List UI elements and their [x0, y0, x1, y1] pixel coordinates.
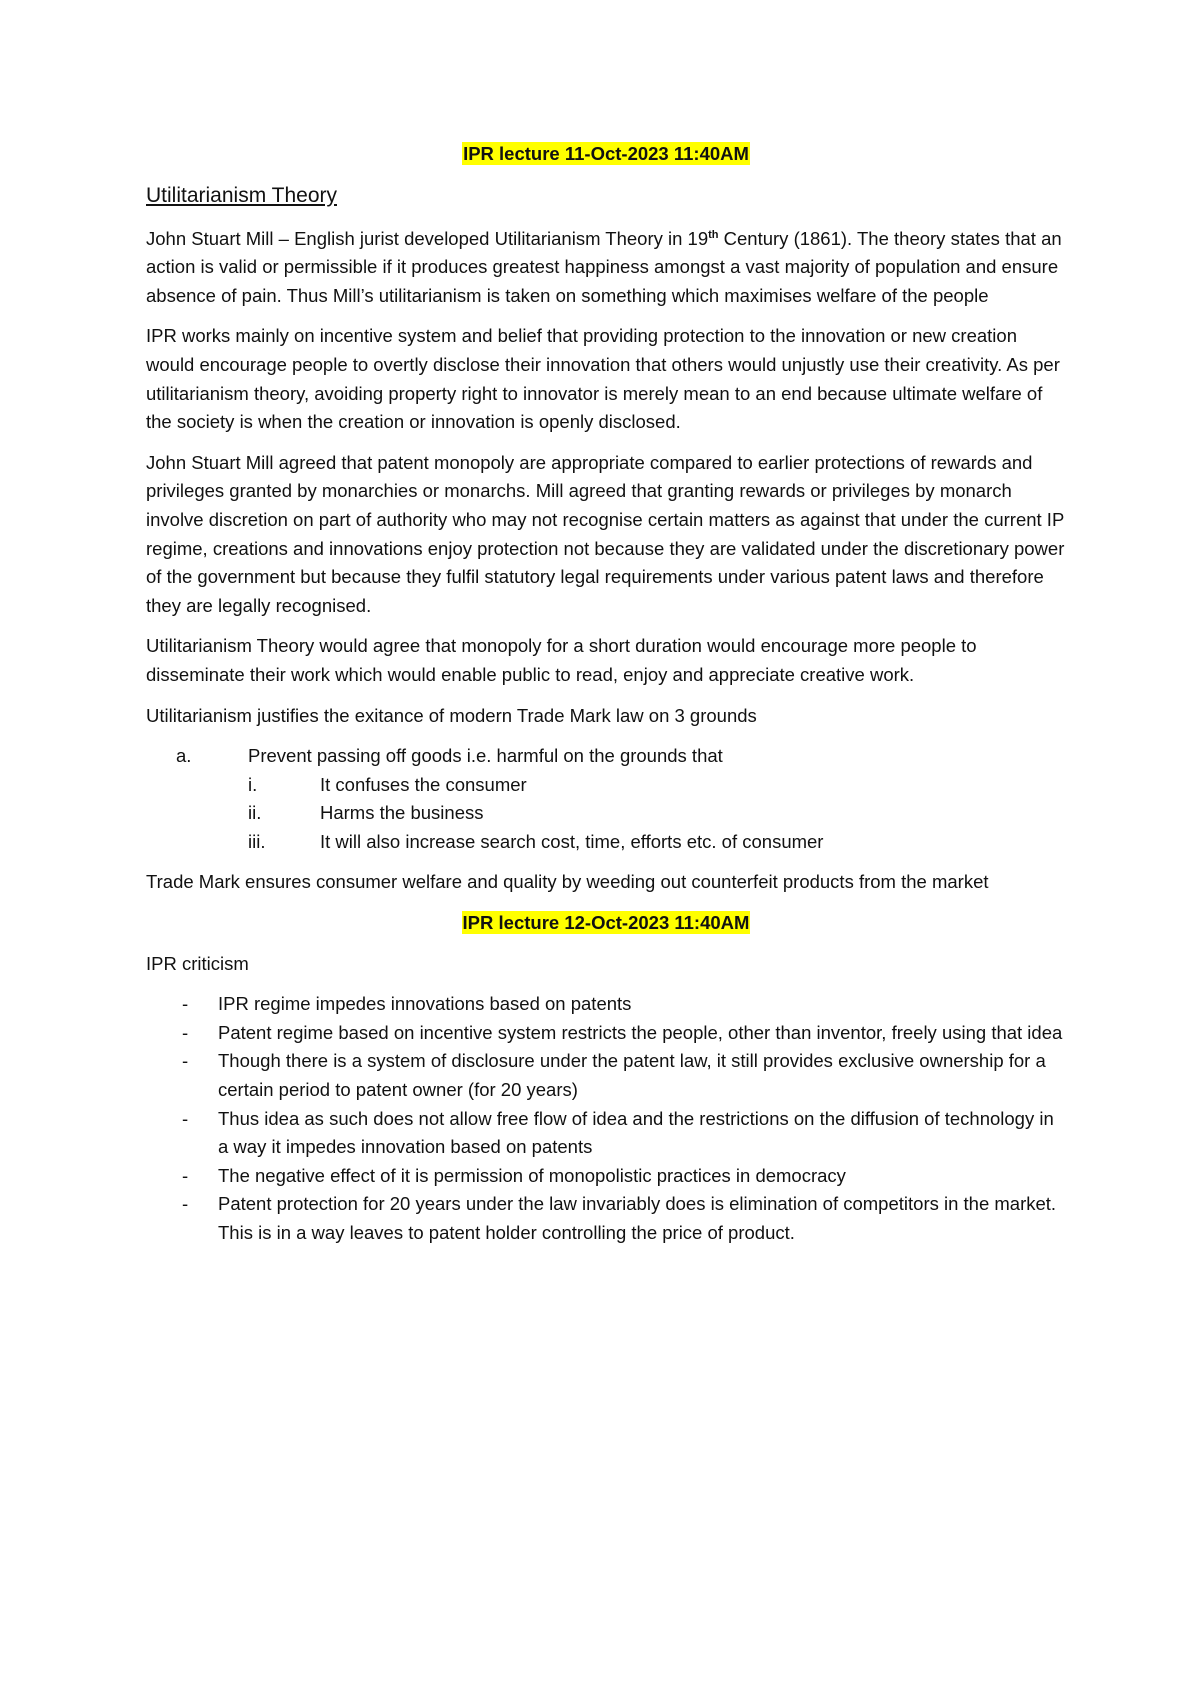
list-item-text: Prevent passing off goods i.e. harmful on the grounds that [248, 745, 723, 767]
dash-marker: - [182, 1193, 189, 1215]
dash-marker: - [182, 1107, 189, 1129]
sub-list-item [146, 828, 1066, 857]
lecture-heading-1 [146, 140, 1066, 169]
dash-marker: - [182, 1021, 189, 1043]
superscript-th: th [708, 228, 719, 241]
list-item [146, 1019, 1066, 1048]
sub-list-item-text: Harms the business [320, 802, 484, 824]
list-item [146, 1047, 1066, 1104]
sub-list-item-text: It will also increase search cost, time, efforts etc. of consumer [320, 830, 824, 852]
list-item-text: Patent regime based on incentive system restricts the people, other than inventor, freely using that idea [218, 1021, 1063, 1043]
section-title: Utilitarianism Theory [146, 183, 337, 207]
list-item-text: Patent protection for 20 years under the law invariably does is elimination of competitors in the market. This is in a way leaves to patent holder controlling the price of product. [218, 1193, 1057, 1243]
lecture-heading-2-text: IPR lecture 12-Oct-2023 11:40AM [462, 912, 750, 934]
paragraph-short-monopoly: Utilitarianism Theory would agree that monopoly for a short duration would encourage more people to disseminate their work which would enable public to read, enjoy and appreciate creative work. [146, 635, 977, 685]
list-item-text: IPR regime impedes innovations based on patents [218, 993, 632, 1015]
list-item [146, 1190, 1066, 1247]
grounds-list [146, 742, 1066, 856]
paragraph-mill-intro-part2: Century (1861). The theory states that an action is valid or permissible if it produces greatest happiness amongst a vast majority of population and ensure absence of pain. Thus Mill’s utilitarianism is taken on something which maximises welfare of the people [146, 227, 1062, 306]
lecture-heading-2 [146, 909, 1066, 938]
paragraph-mill-intro-part1: John Stuart Mill – English jurist developed Utilitarianism Theory in 19 [146, 227, 709, 249]
list-item-text: Thus idea as such does not allow free flow of idea and the restrictions on the diffusion of technology in a way it impedes innovation based on patents [218, 1107, 1054, 1158]
lecture-heading-1-text: IPR lecture 11-Oct-2023 11:40AM [463, 143, 749, 164]
sub-list-marker: iii. [248, 830, 266, 852]
list-item [146, 1162, 1066, 1191]
sub-list-item [146, 799, 1066, 828]
dash-marker: - [182, 993, 189, 1015]
sub-list [146, 771, 1066, 857]
sub-list-item [146, 771, 1066, 800]
list-item [146, 1105, 1066, 1162]
sub-list-marker: i. [248, 773, 258, 795]
paragraph-mill-intro [146, 225, 1066, 311]
sub-list-item-text: It confuses the consumer [320, 773, 527, 795]
document-page [146, 140, 1066, 1248]
paragraph-incentive-system: IPR works mainly on incentive system and belief that providing protection to the innovation or new creation would encourage people to overtly disclose their innovation that others would unjustly use their creativity. As per utilitarianism theory, avoiding property right to innovator is merely mean to an end because ultimate welfare of the society is when the creation or innovation is openly disclosed. [146, 325, 1060, 433]
list-item [146, 742, 1066, 856]
list-item-text: Though there is a system of disclosure under the patent law, it still provides exclusive ownership for a certain period to patent owner (for 20 years) [218, 1050, 1046, 1101]
ipr-criticism-subtitle: IPR criticism [146, 952, 249, 974]
list-item [146, 990, 1066, 1019]
paragraph-patent-monopoly: John Stuart Mill agreed that patent monopoly are appropriate compared to earlier protections of rewards and privileges granted by monarchies or monarchs. Mill agreed that granting rewards or privileges by monarch involve discretion on part of authority who may not recognise certain matters as against that under the current IP regime, creations and innovations enjoy protection not because they are validated under the discretionary power of the government but because they fulfil statutory legal requirements under various patent laws and therefore they are legally recognised. [146, 451, 1065, 616]
list-item-text: The negative effect of it is permission of monopolistic practices in democracy [218, 1164, 846, 1186]
sub-list-marker: ii. [248, 802, 262, 824]
paragraph-trademark-grounds: Utilitarianism justifies the exitance of modern Trade Mark law on 3 grounds [146, 704, 757, 726]
dash-marker: - [182, 1050, 189, 1072]
paragraph-trademark-welfare: Trade Mark ensures consumer welfare and quality by weeding out counterfeit products from the market [146, 871, 989, 893]
dash-marker: - [182, 1164, 189, 1186]
list-marker: a. [176, 745, 192, 767]
criticism-list [146, 990, 1066, 1247]
